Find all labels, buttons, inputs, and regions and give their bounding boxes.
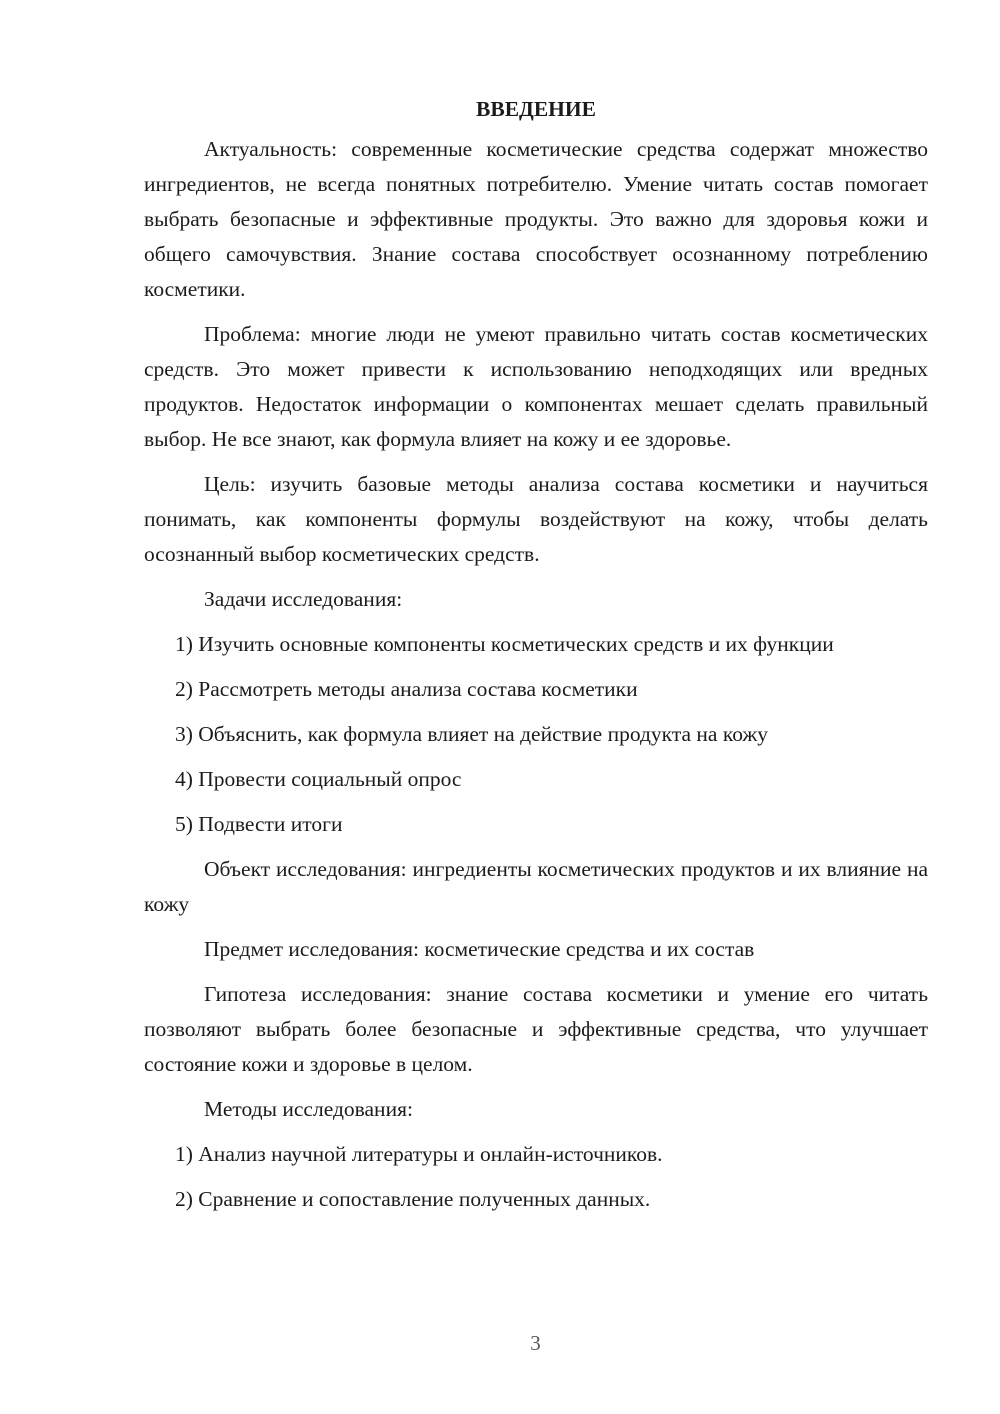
- object-paragraph: Объект исследования: ингредиенты косметических продуктов и их влияние на кожу: [144, 857, 928, 916]
- hypothesis-paragraph: Гипотеза исследования: знание состава косметики и умение его читать позволяют выбрать более безопасные и эффективные средства, что улучшает состояние кожи и здоровье в целом.: [144, 982, 928, 1076]
- method-item: 2) Сравнение и сопоставление полученных данных.: [175, 1187, 651, 1211]
- goal-paragraph: Цель: изучить базовые методы анализа состава косметики и научиться понимать, как компоненты формулы воздействуют на кожу, чтобы делать осознанный выбор косметических средств.: [144, 472, 928, 566]
- document-page: [144, 92, 928, 1227]
- task-item: 5) Подвести итоги: [175, 812, 343, 836]
- relevance-paragraph: Актуальность: современные косметические средства содержат множество ингредиентов, не всегда понятных потребителю. Умение читать состав помогает выбрать безопасные и эффективные продукты. Это важно для здоровья кожи и общего самочувствия. Знание состава способствует осознанному потреблению косметики.: [144, 137, 928, 301]
- task-item: 1) Изучить основные компоненты косметических средств и их функции: [175, 632, 834, 656]
- task-item: 2) Рассмотреть методы анализа состава косметики: [175, 677, 638, 701]
- page-number: 3: [530, 1331, 541, 1355]
- task-item: 3) Объяснить, как формула влияет на действие продукта на кожу: [175, 722, 769, 746]
- tasks-heading: Задачи исследования:: [204, 587, 403, 611]
- subject-paragraph: Предмет исследования: косметические средства и их состав: [204, 937, 755, 961]
- task-item: 4) Провести социальный опрос: [175, 767, 462, 791]
- problem-paragraph: Проблема: многие люди не умеют правильно читать состав косметических средств. Это может привести к использованию неподходящих или вредных продуктов. Недостаток информации о компонентах мешает сделать правильный выбор. Не все знают, как формула влияет на кожу и ее здоровье.: [144, 322, 928, 451]
- methods-heading: Методы исследования:: [204, 1097, 413, 1121]
- page-title: ВВЕДЕНИЕ: [476, 97, 596, 121]
- method-item: 1) Анализ научной литературы и онлайн-источников.: [175, 1142, 663, 1166]
